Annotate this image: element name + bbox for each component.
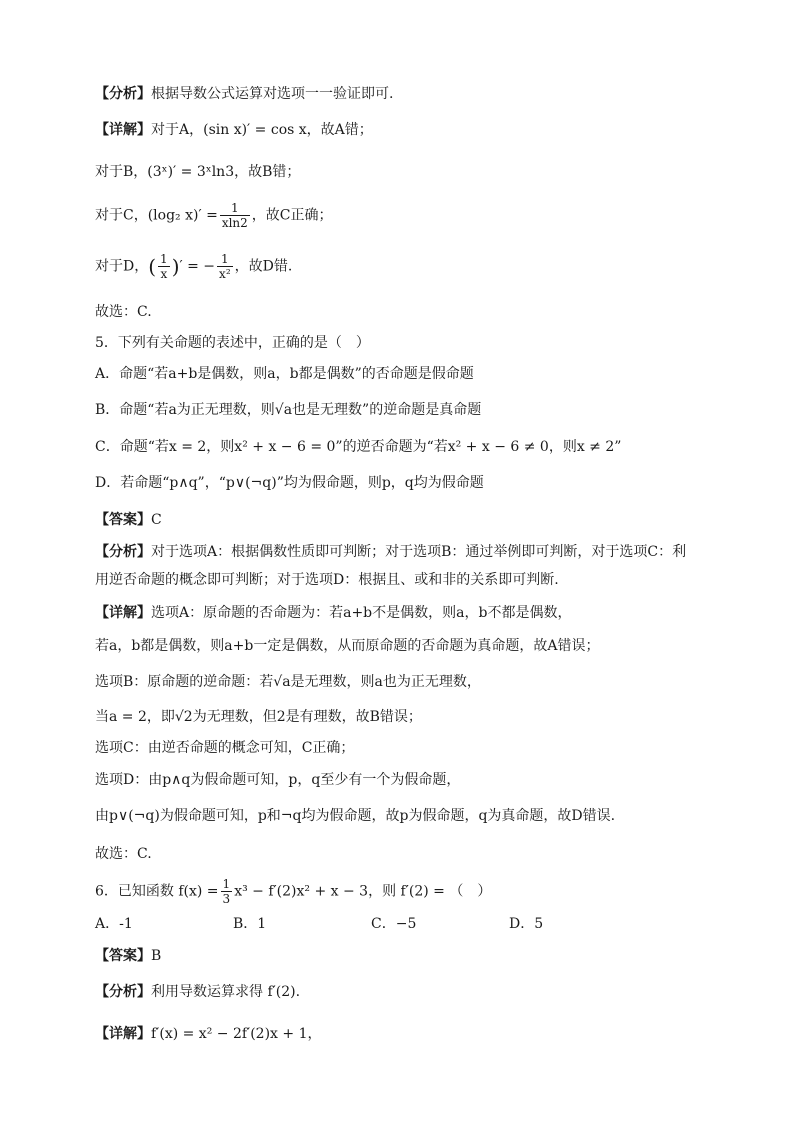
analysis-q5: 【分析】对于选项A：根据偶数性质即可判断；对于选项B：通过举例即可判断，对于选项C：利 bbox=[95, 544, 687, 560]
analysis-text: 根据导数公式运算对选项一一验证即可. bbox=[151, 86, 394, 102]
option-d: D．5 bbox=[509, 916, 544, 932]
detail-q4-b: 对于B，(3ˣ)′ = 3ˣln3，故B错； bbox=[95, 164, 301, 180]
detail-q4 bbox=[95, 120, 373, 140]
detail-q5: 【详解】选项A：原命题的否命题为：若a+b不是偶数，则a，b不都是偶数， bbox=[95, 605, 572, 621]
detail-q5-line2: 若a，b都是偶数，则a+b一定是偶数，从而原命题的否命题为真命题，故A错误； bbox=[95, 638, 600, 654]
option-b: B．1 bbox=[233, 916, 267, 932]
question-5-option-d: D．若命题“p∧q”，“p∨(¬q)”均为假命题，则p，q均为假命题 bbox=[95, 475, 484, 491]
detail-tag: 【详解】 bbox=[95, 122, 151, 138]
fraction: $\frac{1}{\text{x²}}$ bbox=[219, 252, 231, 281]
question-5-option-c: C．命题“若x = 2，则x² + x − 6 = 0”的逆否命题为“若x² + x − 6 ≠ 0，则x ≠ 2” bbox=[95, 439, 622, 455]
detail-q5-line5: 选项C：由逆否命题的概念可知，C正确； bbox=[95, 740, 355, 756]
choose-q4: 故选：C. bbox=[95, 304, 152, 320]
fraction: $\frac{1}{3}$ bbox=[222, 877, 231, 906]
answer-q5: 【答案】C bbox=[95, 512, 162, 528]
detail-q5-line6: 选项D：由p∧q为假命题可知，p，q至少有一个为假命题， bbox=[95, 772, 461, 788]
fraction: $\frac{1}{xln2}$ bbox=[221, 201, 248, 230]
detail-q5-line4: 当a = 2，即√2为无理数，但2是有理数，故B错误； bbox=[95, 709, 422, 725]
analysis-tag: 【分析】 bbox=[95, 86, 151, 102]
analysis-q6: 【分析】利用导数运算求得 f′(2). bbox=[95, 984, 301, 1000]
question-5-option-b: B．命题“若a为正无理数，则√a也是无理数”的逆命题是真命题 bbox=[95, 402, 482, 418]
detail-q5-line7: 由p∨(¬q)为假命题可知，p和¬q均为假命题，故p为假命题，q为真命题，故D错误. bbox=[95, 808, 616, 824]
question-5-option-a: A．命题“若a+b是偶数，则a，b都是偶数”的否命题是假命题 bbox=[95, 366, 474, 382]
question-6-stem: 6．已知函数 f(x) = $\frac{1}{3}$ x³ − f′(2)x² + x − 3，则 f′(2) = （ ） bbox=[95, 877, 492, 906]
detail-q4-d: 对于D，( $\frac{1}{x}$ )′ = − $\frac{1}{\text{x²}}$ ，故D错. bbox=[95, 252, 293, 281]
detail-text: 对于A，(sin x)′ = cos x，故A错； bbox=[151, 122, 373, 138]
option-a: A．-1 bbox=[95, 916, 133, 932]
fraction: $\frac{1}{x}$ bbox=[160, 252, 168, 281]
detail-q5-line3: 选项B：原命题的逆命题：若√a是无理数，则a也为正无理数， bbox=[95, 674, 481, 690]
answer-q6: 【答案】B bbox=[95, 948, 162, 964]
detail-q4-c: 对于C，(log₂ x)′ = $\frac{1}{xln2}$ ，故C正确； bbox=[95, 201, 333, 230]
analysis-q5-line2: 用逆否命题的概念即可判断；对于选项D：根据且、或和非的关系即可判断. bbox=[95, 572, 559, 588]
option-c: C．−5 bbox=[371, 916, 417, 932]
question-5-stem: 5．下列有关命题的表述中，正确的是（ ） bbox=[95, 335, 370, 351]
analysis-q4 bbox=[95, 84, 393, 104]
detail-q6: 【详解】f′(x) = x² − 2f′(2)x + 1， bbox=[95, 1026, 322, 1042]
question-6-options bbox=[95, 914, 647, 934]
choose-q5: 故选：C. bbox=[95, 846, 152, 862]
